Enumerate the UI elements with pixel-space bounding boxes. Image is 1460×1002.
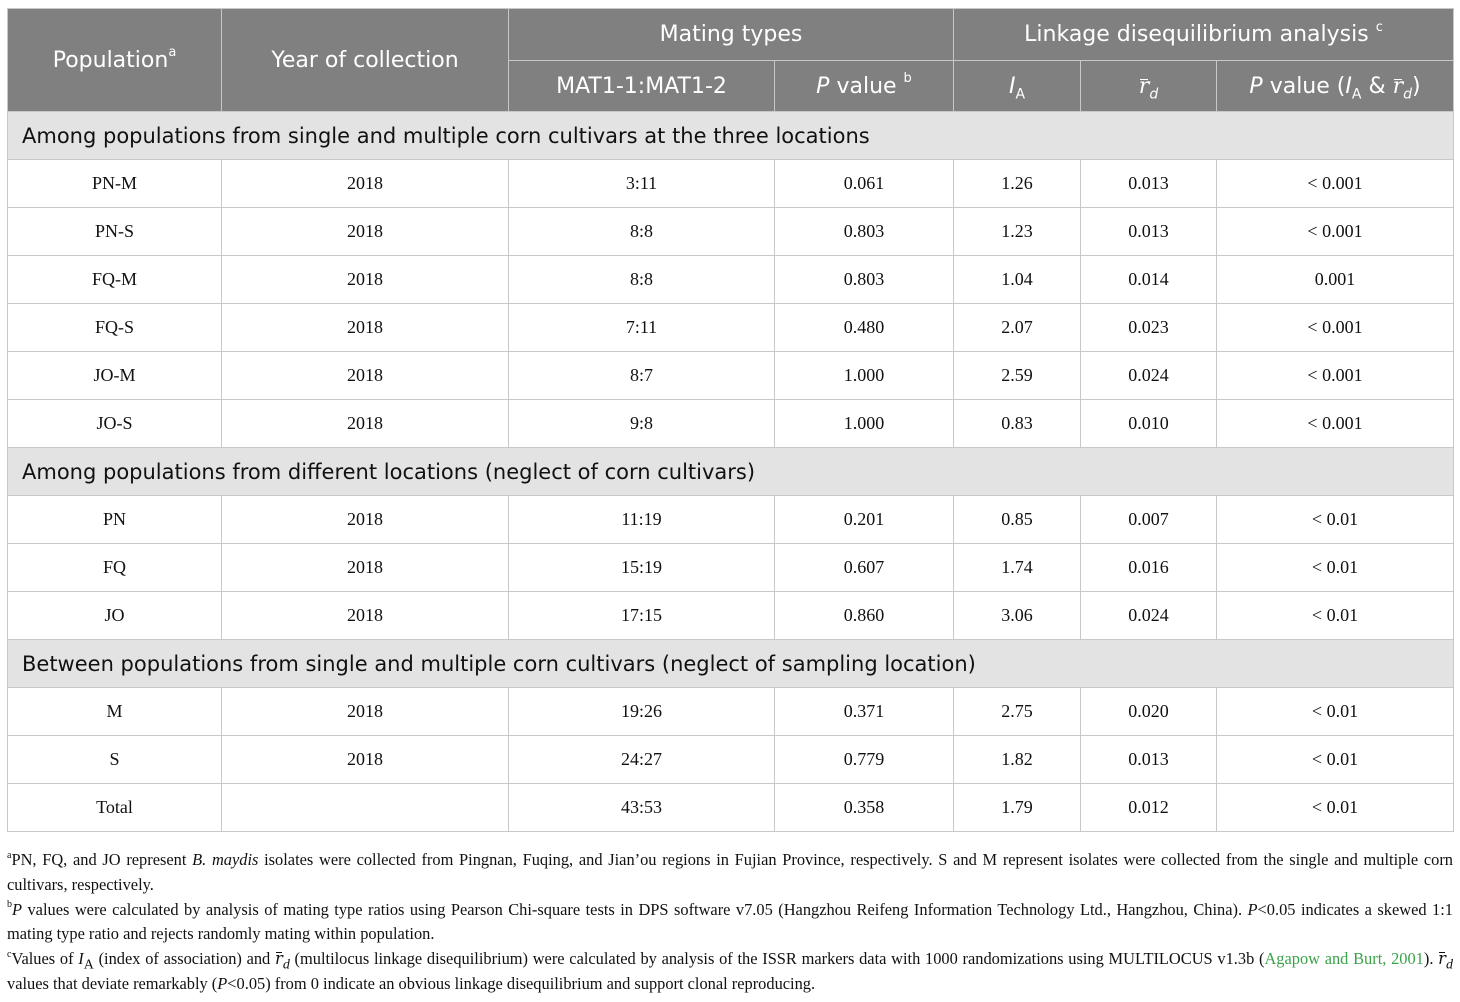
footnote-c: $^c$Values of $I_A$ (index of association) and $r_d$ (multilocus linkage disequilibrium) were calculated by analysis of the ISSR markers data with 1000 randomizations using MULTILOCUS v1.3b (Agapow and Burt, 2001). $r_d$ values that deviate remarkably (P<0.05) from 0 indicate an obvious linkage disequilibrium and support clonal reproducing. xyxy=(7,948,1453,993)
table-row xyxy=(8,304,1454,352)
cell-population: Total xyxy=(8,784,222,832)
cell-p: 0.860 xyxy=(775,592,954,640)
cell-pv: < 0.001 xyxy=(1217,400,1454,448)
reference-link[interactable]: Agapow and Burt, 2001 xyxy=(1264,949,1424,969)
cell-rd: 0.023 xyxy=(1081,304,1217,352)
cell-year: 2018 xyxy=(222,592,509,640)
cell-p: 0.607 xyxy=(775,544,954,592)
cell-p: 0.201 xyxy=(775,496,954,544)
cell-ia: 1.23 xyxy=(954,208,1081,256)
cell-p: 0.803 xyxy=(775,208,954,256)
cell-year: 2018 xyxy=(222,208,509,256)
footnote-a: $^a$PN, FQ, and JO represent B. maydis isolates were collected from Pingnan, Fuqing, and Jian’ou regions in Fujian Province, respectively. S and M represent isolates were collected from the single and multiple corn cultivars, respectively. xyxy=(7,849,1453,894)
cell-ratio: 8:8 xyxy=(509,256,775,304)
header-year: Year of collection xyxy=(222,9,509,112)
cell-pv: 0.001 xyxy=(1217,256,1454,304)
table-row xyxy=(8,688,1454,736)
cell-rd: 0.007 xyxy=(1081,496,1217,544)
cell-ratio: 43:53 xyxy=(509,784,775,832)
cell-rd: 0.010 xyxy=(1081,400,1217,448)
cell-ia: 1.74 xyxy=(954,544,1081,592)
footnote-b: $^b$P values were calculated by analysis of mating type ratios using Pearson Chi-square tests in DPS software v7.05 (Hangzhou Reifeng Information Technology Ltd., Hangzhou, China). P<0.05 indicates a skewed 1:1 mating type ratio and rejects randomly mating within population. xyxy=(7,899,1453,944)
cell-ratio: 15:19 xyxy=(509,544,775,592)
table-row xyxy=(8,496,1454,544)
cell-p: 1.000 xyxy=(775,400,954,448)
cell-pv: < 0.001 xyxy=(1217,160,1454,208)
table-row xyxy=(8,400,1454,448)
footnotes xyxy=(7,848,1453,997)
cell-pv: < 0.01 xyxy=(1217,592,1454,640)
cell-year: 2018 xyxy=(222,304,509,352)
header-p-value: P value $^b$ xyxy=(775,61,954,112)
cell-year: 2018 xyxy=(222,496,509,544)
cell-ia: 2.07 xyxy=(954,304,1081,352)
cell-year: 2018 xyxy=(222,352,509,400)
cell-population: FQ-S xyxy=(8,304,222,352)
header-mating-types: Mating types xyxy=(509,9,954,61)
cell-p: 0.371 xyxy=(775,688,954,736)
cell-p: 1.000 xyxy=(775,352,954,400)
cell-p: 0.480 xyxy=(775,304,954,352)
cell-ia: 1.79 xyxy=(954,784,1081,832)
cell-ia: 0.85 xyxy=(954,496,1081,544)
section-title: Between populations from single and multiple corn cultivars (neglect of sampling location) xyxy=(8,640,1454,688)
cell-population: FQ-M xyxy=(8,256,222,304)
cell-ia: 2.59 xyxy=(954,352,1081,400)
cell-p: 0.358 xyxy=(775,784,954,832)
cell-ratio: 8:8 xyxy=(509,208,775,256)
cell-rd: 0.013 xyxy=(1081,736,1217,784)
cell-year: 2018 xyxy=(222,736,509,784)
section-header xyxy=(8,640,1454,688)
cell-population: M xyxy=(8,688,222,736)
cell-year xyxy=(222,784,509,832)
cell-year: 2018 xyxy=(222,544,509,592)
cell-population: PN xyxy=(8,496,222,544)
cell-pv: < 0.001 xyxy=(1217,304,1454,352)
cell-rd: 0.013 xyxy=(1081,160,1217,208)
cell-rd: 0.013 xyxy=(1081,208,1217,256)
cell-population: PN-S xyxy=(8,208,222,256)
header-ld-analysis: Linkage disequilibrium analysis $^c$ xyxy=(954,9,1454,61)
section-header xyxy=(8,112,1454,160)
cell-pv: < 0.01 xyxy=(1217,784,1454,832)
cell-pv: < 0.01 xyxy=(1217,688,1454,736)
table-row xyxy=(8,160,1454,208)
cell-ia: 1.04 xyxy=(954,256,1081,304)
header-p-value-ld: P value ($I_A$ & $r_d$) xyxy=(1217,61,1454,112)
cell-ratio: 17:15 xyxy=(509,592,775,640)
cell-population: JO-S xyxy=(8,400,222,448)
cell-population: JO xyxy=(8,592,222,640)
cell-ia: 2.75 xyxy=(954,688,1081,736)
table-row xyxy=(8,736,1454,784)
cell-rd: 0.014 xyxy=(1081,256,1217,304)
cell-population: JO-M xyxy=(8,352,222,400)
data-table xyxy=(7,8,1454,832)
cell-pv: < 0.01 xyxy=(1217,736,1454,784)
header-ia: $I_A$ xyxy=(954,61,1081,112)
table-row xyxy=(8,544,1454,592)
cell-ratio: 9:8 xyxy=(509,400,775,448)
cell-year: 2018 xyxy=(222,256,509,304)
cell-rd: 0.020 xyxy=(1081,688,1217,736)
cell-pv: < 0.01 xyxy=(1217,496,1454,544)
table-row xyxy=(8,784,1454,832)
cell-population: PN-M xyxy=(8,160,222,208)
cell-ratio: 19:26 xyxy=(509,688,775,736)
header-mat-ratio: MAT1-1:MAT1-2 xyxy=(509,61,775,112)
table-body xyxy=(8,112,1454,832)
section-header xyxy=(8,448,1454,496)
table-row xyxy=(8,208,1454,256)
cell-ia: 1.82 xyxy=(954,736,1081,784)
cell-ratio: 24:27 xyxy=(509,736,775,784)
cell-p: 0.803 xyxy=(775,256,954,304)
cell-ratio: 11:19 xyxy=(509,496,775,544)
cell-ia: 3.06 xyxy=(954,592,1081,640)
cell-pv: < 0.01 xyxy=(1217,544,1454,592)
cell-year: 2018 xyxy=(222,400,509,448)
cell-population: S xyxy=(8,736,222,784)
cell-year: 2018 xyxy=(222,688,509,736)
cell-ia: 0.83 xyxy=(954,400,1081,448)
table-row xyxy=(8,352,1454,400)
cell-p: 0.061 xyxy=(775,160,954,208)
table-row xyxy=(8,256,1454,304)
header-population: Population$^a$ xyxy=(8,9,222,112)
cell-year: 2018 xyxy=(222,160,509,208)
table-row xyxy=(8,592,1454,640)
cell-rd: 0.016 xyxy=(1081,544,1217,592)
cell-rd: 0.024 xyxy=(1081,592,1217,640)
section-title: Among populations from different locations (neglect of corn cultivars) xyxy=(8,448,1454,496)
cell-rd: 0.012 xyxy=(1081,784,1217,832)
header-rd: $r_d$ xyxy=(1081,61,1217,112)
cell-p: 0.779 xyxy=(775,736,954,784)
cell-ratio: 3:11 xyxy=(509,160,775,208)
cell-ratio: 7:11 xyxy=(509,304,775,352)
section-title: Among populations from single and multiple corn cultivars at the three locations xyxy=(8,112,1454,160)
cell-pv: < 0.001 xyxy=(1217,208,1454,256)
cell-pv: < 0.001 xyxy=(1217,352,1454,400)
cell-ratio: 8:7 xyxy=(509,352,775,400)
cell-rd: 0.024 xyxy=(1081,352,1217,400)
cell-population: FQ xyxy=(8,544,222,592)
cell-ia: 1.26 xyxy=(954,160,1081,208)
